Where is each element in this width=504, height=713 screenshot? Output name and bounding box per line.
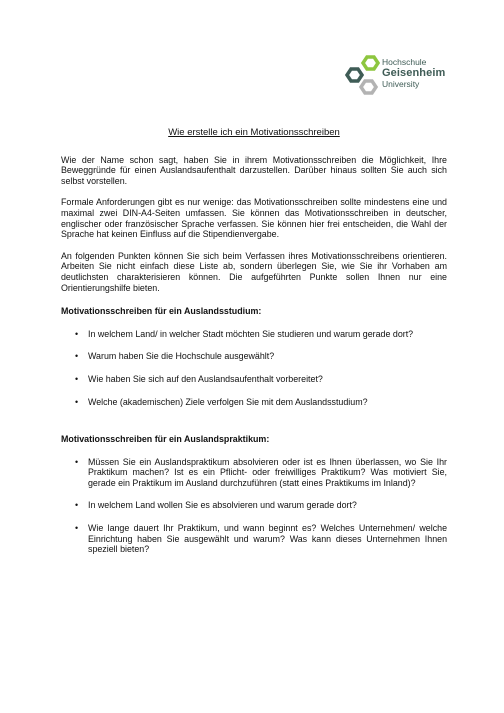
list-item — [61, 523, 447, 555]
internship-question-list — [61, 457, 447, 555]
list-item — [61, 374, 447, 385]
bullet-icon: • — [75, 396, 79, 407]
list-item-text: In welchem Land wollen Sie es absolvieren und warum gerade dort? — [88, 500, 357, 511]
intro-paragraph-3: An folgenden Punkten können Sie sich beim Verfassen ihres Motivationsschreibens orientieren. Arbeiten Sie nicht einfach diese Liste ab, sondern überlegen Sie, wie Sie ihr Vorhaben am deutlichsten charakterisieren können. Die aufgeführten Punkte sollen Ihnen nur eine Orientierungshilfe bieten. — [61, 250, 447, 293]
list-item — [61, 457, 447, 489]
list-item-text: In welchem Land/ in welcher Stadt möchten Sie studieren und warum gerade dort? — [88, 328, 414, 339]
university-logo — [345, 55, 445, 97]
bullet-icon: • — [75, 456, 79, 467]
logo-line-geisenheim: Geisenheim — [382, 66, 446, 79]
list-item — [61, 500, 447, 511]
bullet-icon: • — [75, 373, 79, 384]
list-item-text: Wie haben Sie sich auf den Auslandsaufenthalt vorbereitet? — [88, 373, 323, 384]
section-heading-internship: Motivationsschreiben für ein Auslandspraktikum: — [61, 434, 270, 445]
list-item-text: Warum haben Sie die Hochschule ausgewählt? — [88, 351, 275, 362]
list-item — [61, 329, 447, 340]
bullet-icon: • — [75, 328, 79, 339]
bullet-icon: • — [75, 351, 79, 362]
study-question-list — [61, 329, 447, 407]
page-title: Wie erstelle ich ein Motivationsschreiben — [168, 127, 340, 138]
list-item-text: Wie lange dauert Ihr Praktikum, und wann beginnt es? Welches Unternehmen/ welche Einrichtung haben Sie ausgewählt und warum? Was kann dieses Unternehmen Ihnen speziell bieten? — [88, 523, 447, 555]
logo-line-university: University — [382, 78, 420, 89]
bullet-icon: • — [75, 523, 79, 534]
list-item-text: Müssen Sie ein Auslandspraktikum absolvieren oder ist es Ihnen überlassen, wo Sie Ihr Praktikum machen? Ist es ein Pflicht- oder freiwilliges Praktikum? Was motiviert Sie, gerade ein Praktikum im Ausland durchzuführen (statt eines Praktikums im Inland)? — [88, 456, 447, 488]
list-item — [61, 351, 447, 362]
section-heading-study: Motivationsschreiben für ein Auslandsstudium: — [61, 306, 262, 317]
logo-wordmark — [382, 58, 445, 88]
intro-paragraph-2: Formale Anforderungen gibt es nur wenige: das Motivationsschreiben sollte mindestens eine und maximal zwei DIN-A4-Seiten umfassen. Sie können das Motivationsschreiben in deutscher, englischer oder französischer Sprache verfassen. Sie können hier frei entscheiden, die Wahl der Sprache hat keinen Einfluss auf die Stipendienvergabe. — [61, 197, 447, 240]
hexagon-logo-icon — [345, 55, 385, 97]
list-item-text: Welche (akademischen) Ziele verfolgen Sie mit dem Auslandsstudium? — [88, 396, 368, 407]
list-item — [61, 397, 447, 408]
document-body — [61, 128, 447, 567]
intro-paragraph-1: Wie der Name schon sagt, haben Sie in ihrem Motivationsschreiben die Möglichkeit, Ihre Beweggründe für einen Auslandsaufenthalt darzustellen. Darüber hinaus sollten Sie auch sich selbst vorstellen. — [61, 154, 447, 186]
logo-line-hochschule: Hochschule — [382, 57, 427, 67]
bullet-icon: • — [75, 500, 79, 511]
